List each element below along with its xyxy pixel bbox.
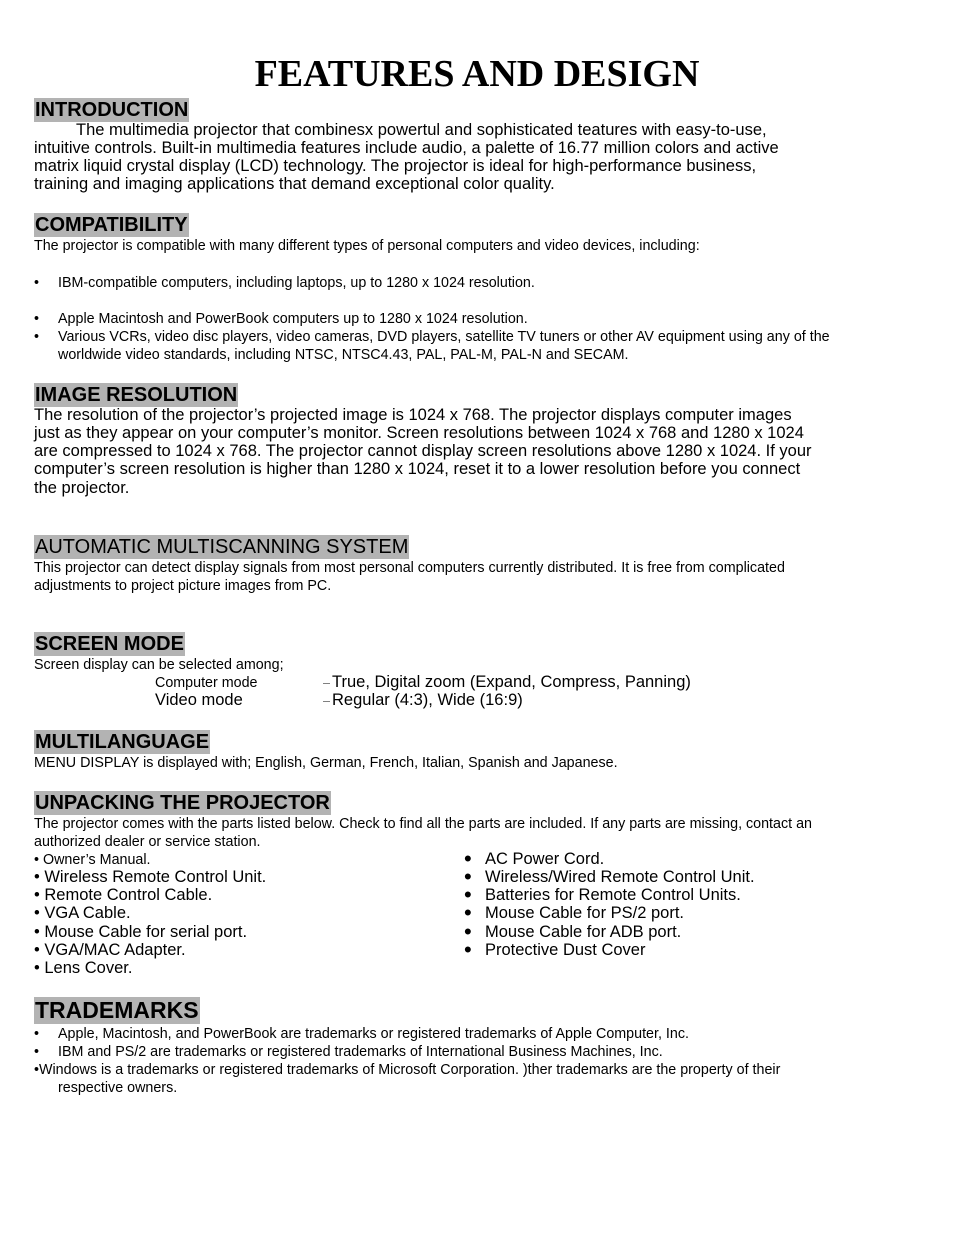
bullet: •	[464, 846, 472, 871]
bullet: •	[464, 937, 472, 962]
image-resolution-line: The resolution of the projector’s projected image is 1024 x 768. The projector displays computer images	[34, 406, 792, 424]
dash: —	[323, 680, 330, 687]
list-item-continuation: respective owners.	[58, 1080, 178, 1096]
compatibility-heading: COMPATIBILITY	[35, 214, 188, 236]
unpacking-heading: UNPACKING THE PROJECTOR	[35, 792, 330, 814]
parts-list-item: • VGA/MAC Adapter.	[34, 941, 186, 959]
introduction-line: The multimedia projector that combinesx powertul and sophisticated teatures with easy-to-use,	[76, 121, 767, 139]
parts-list-item	[0, 864, 954, 889]
bullet: •	[464, 864, 472, 889]
parts-list-item	[0, 919, 954, 944]
parts-list-item-text: AC Power Cord.	[485, 850, 605, 868]
trademarks-heading: TRADEMARKS	[35, 997, 199, 1023]
list-item-continuation	[0, 346, 954, 364]
bullet: •	[464, 882, 472, 907]
bullet: •	[464, 900, 472, 925]
list-item	[0, 310, 954, 328]
computer-mode-value: True, Digital zoom (Expand, Compress, Panning)	[332, 673, 691, 691]
multiscan-line: adjustments to project picture images from PC.	[34, 578, 332, 594]
introduction-line: intuitive controls. Built-in multimedia features include audio, a palette of 16.77 million colors and active	[34, 139, 779, 157]
bullet: •	[464, 919, 472, 944]
list-item-text: worldwide video standards, including NTSC, NTSC4.43, PAL, PAL-M, PAL-N and SECAM.	[58, 347, 629, 363]
bullet: •	[34, 329, 40, 345]
parts-list-item: • Owner’s Manual.	[34, 852, 151, 868]
list-item: •Windows is a trademarks or registered trademarks of Microsoft Corporation. )ther trademarks are the property of their	[34, 1062, 781, 1078]
bullet: •	[34, 311, 40, 327]
compatibility-intro: The projector is compatible with many different types of personal computers and video devices, including:	[34, 238, 700, 254]
list-item-text: Apple Macintosh and PowerBook computers up to 1280 x 1024 resolution.	[58, 311, 528, 327]
image-resolution-line: the projector.	[34, 479, 130, 497]
list-item	[0, 274, 954, 292]
unpacking-line: The projector comes with the parts listed below. Check to find all the parts are included. If any parts are missing, contact an	[34, 816, 812, 832]
introduction-line: matrix liquid crystal display (LCD) technology. The projector is ideal for high-performance business,	[34, 157, 757, 175]
list-item-text: IBM and PS/2 are trademarks or registered trademarks of International Business Machines, Inc.	[58, 1044, 663, 1060]
page-title: FEATURES AND DESIGN	[254, 53, 700, 95]
bullet: •	[34, 1026, 40, 1042]
multilanguage-text: MENU DISPLAY is displayed with; English, German, French, Italian, Spanish and Japanese.	[34, 755, 618, 771]
parts-list-item	[0, 882, 954, 907]
introduction-line: training and imaging applications that demand exceptional color quality.	[34, 175, 555, 193]
list-item-text: IBM-compatible computers, including laptops, up to 1280 x 1024 resolution.	[58, 275, 535, 291]
multilanguage-heading: MULTILANGUAGE	[35, 731, 210, 753]
list-item	[0, 1025, 954, 1043]
parts-list-item: • Lens Cover.	[34, 959, 133, 977]
parts-list-item-text: Wireless/Wired Remote Control Unit.	[485, 868, 755, 886]
parts-list-item-text: Protective Dust Cover	[485, 941, 646, 959]
dash: —	[323, 698, 330, 705]
parts-list-item	[0, 900, 954, 925]
parts-list-item-text: Mouse Cable for PS/2 port.	[485, 904, 685, 922]
parts-list-item-text: Mouse Cable for ADB port.	[485, 923, 682, 941]
parts-list-item	[0, 846, 954, 871]
list-item	[0, 1043, 954, 1061]
image-resolution-line: computer’s screen resolution is higher than 1280 x 1024, reset it to a lower resolution before you connect	[34, 460, 801, 478]
parts-list-item: • Wireless Remote Control Unit.	[34, 868, 267, 886]
bullet: •	[34, 1044, 40, 1060]
video-mode-value: Regular (4:3), Wide (16:9)	[332, 691, 523, 709]
multiscan-line: This projector can detect display signals from most personal computers currently distributed. It is free from complicated	[34, 560, 785, 576]
bullet: •	[34, 275, 40, 291]
multiscan-heading: AUTOMATIC MULTISCANNING SYSTEM	[35, 536, 409, 558]
unpacking-line: authorized dealer or service station.	[34, 834, 261, 850]
image-resolution-line: are compressed to 1024 x 768. The projector cannot display screen resolutions above 1280 x 1024. If your	[34, 442, 812, 460]
parts-list-item: • VGA Cable.	[34, 904, 131, 922]
parts-list-item: • Mouse Cable for serial port.	[34, 923, 248, 941]
image-resolution-line: just as they appear on your computer’s monitor. Screen resolutions between 1024 x 768 and 1280 x 1024	[34, 424, 804, 442]
computer-mode-label: Computer mode	[155, 675, 258, 691]
parts-list-item	[0, 937, 954, 962]
screen-mode-heading: SCREEN MODE	[35, 633, 184, 655]
screen-mode-intro: Screen display can be selected among;	[34, 657, 284, 673]
parts-list-item-text: Batteries for Remote Control Units.	[485, 886, 741, 904]
list-item	[0, 328, 954, 346]
video-mode-label: Video mode	[155, 691, 243, 709]
image-resolution-heading: IMAGE RESOLUTION	[35, 384, 238, 406]
list-item-text: Various VCRs, video disc players, video cameras, DVD players, satellite TV tuners or other AV equipment using any of the	[58, 329, 830, 345]
list-item-text: Apple, Macintosh, and PowerBook are trademarks or registered trademarks of Apple Computer, Inc.	[58, 1026, 689, 1042]
introduction-heading: INTRODUCTION	[35, 99, 189, 121]
parts-list-item: • Remote Control Cable.	[34, 886, 213, 904]
